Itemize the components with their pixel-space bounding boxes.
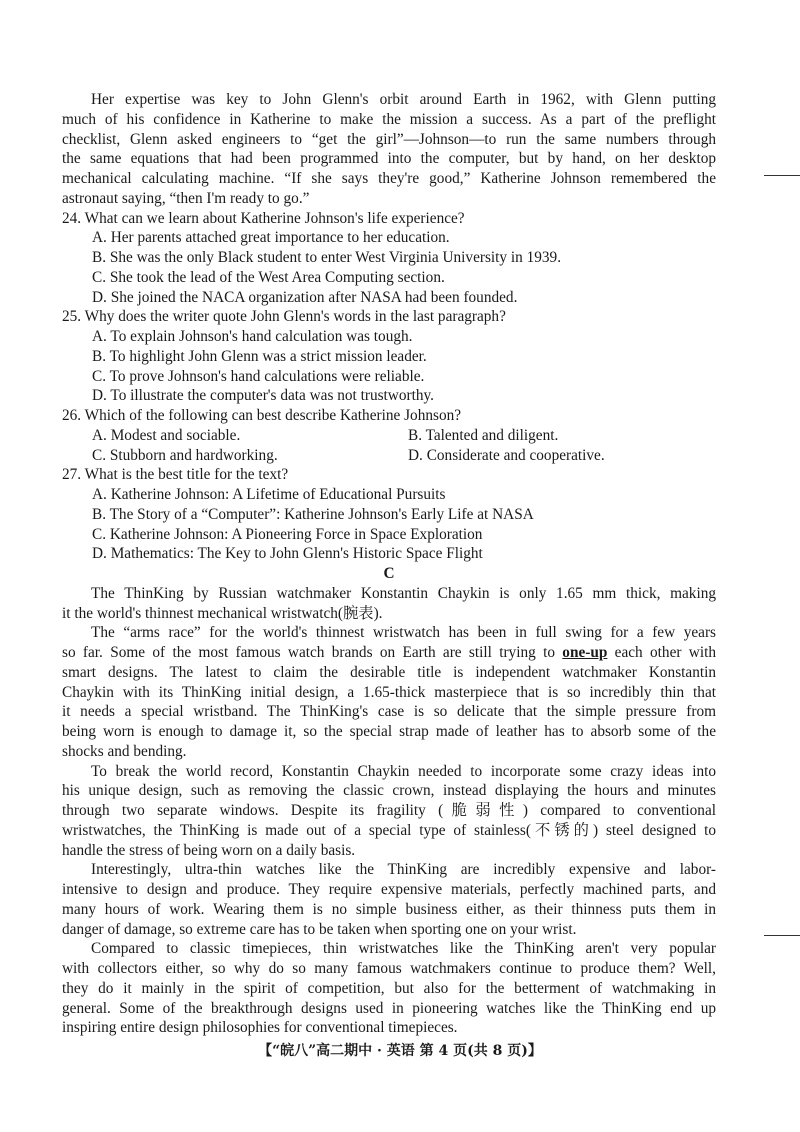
answer-option: C. To prove Johnson's hand calculations were reliable. (92, 367, 425, 385)
exam-page-content (62, 90, 716, 1038)
paragraph-line: much of his confidence in Katherine to make the mission a success. As a part of the preflight (62, 110, 716, 128)
paragraph-line: mechanical calculating machine. “If she says they're good,” Katherine Johnson remembered the (62, 170, 716, 187)
paragraph-line: handle the stress of being worn on a daily basis. (62, 841, 356, 859)
answer-option-row (62, 426, 716, 446)
paragraph-line: inspiring entire design philosophies for conventional timepieces. (62, 1019, 458, 1037)
question-stem: 26. Which of the following can best describe Katherine Johnson? (62, 407, 462, 424)
paragraph-line: The “arms race” for the world's thinnest wristwatch has been in full swing for a few years (91, 624, 716, 642)
answer-option: A. Modest and sociable. (92, 426, 241, 444)
paragraph-line: his unique design, such as removing the classic crown, instead displaying the hours and minutes (62, 782, 716, 800)
paragraph-line: intensive to design and produce. They require expensive materials, perfectly machined parts, and (62, 881, 716, 898)
paragraph-line: Compared to classic timepieces, thin wristwatches like the ThinKing aren't very popular (91, 940, 716, 958)
answer-option: C. Katherine Johnson: A Pioneering Force in Space Exploration (92, 525, 483, 543)
paragraph-line: they do it mainly in the spirit of competition, but also for the betterment of watchmaking in (62, 979, 716, 997)
section-heading: C (383, 565, 395, 582)
question-stem: 25. Why does the writer quote John Glenn's words in the last paragraph? (62, 308, 506, 326)
answer-option: C. Stubborn and hardworking. (92, 446, 278, 464)
paragraph-line: being worn is enough to damage it, so the special strap made of leather has to absorb some of the (62, 723, 716, 740)
paragraph-line: To break the world record, Konstantin Chaykin needed to incorporate some crazy ideas into (91, 762, 716, 780)
paragraph-line: The ThinKing by Russian watchmaker Konstantin Chaykin is only 1.65 mm thick, making (91, 584, 716, 602)
underlined-word: one-up (562, 644, 608, 661)
paragraph-line: through two separate windows. Despite its fragility (脆弱性) compared to conventional (62, 802, 716, 819)
answer-option: A. To explain Johnson's hand calculation was tough. (92, 328, 413, 345)
page-footer: 【“皖八”高二期中 · 英语 第 4 页(共 8 页)】 (258, 1043, 542, 1059)
answer-option: A. Katherine Johnson: A Lifetime of Educational Pursuits (92, 486, 446, 503)
paragraph-line: wristwatches, the ThinKing is made out of a special type of stainless(不锈的) steel designed to (62, 821, 716, 839)
answer-option: D. Considerate and cooperative. (408, 446, 605, 464)
paragraph-line: danger of damage, so extreme care has to be taken when sporting one on your wrist. (62, 920, 577, 938)
margin-mark-top (764, 175, 800, 176)
paragraph-line: it the world's thinnest mechanical wristwatch(腕表). (62, 604, 383, 622)
paragraph-line: general. Some of the breakthrough designs used in pioneering watches like the ThinKing end up (62, 999, 716, 1017)
paragraph-line: astronaut saying, “then I'm ready to go.” (62, 189, 310, 207)
paragraph-line: Interestingly, ultra-thin watches like the ThinKing are incredibly expensive and labor- (91, 861, 716, 879)
paragraph-line: smart designs. The latest to claim the desirable title is independent watchmaker Konstantin (62, 663, 716, 681)
answer-option: B. The Story of a “Computer”: Katherine Johnson's Early Life at NASA (92, 505, 534, 523)
answer-option: B. Talented and diligent. (408, 426, 559, 444)
text-segment: so far. Some of the most famous watch brands on Earth are still trying to (62, 644, 563, 661)
paragraph-line: checklist, Glenn asked engineers to “get the girl”—Johnson—to run the same numbers through (62, 130, 716, 148)
text-segment: each other with (607, 644, 716, 661)
answer-option-row (62, 446, 716, 466)
answer-option: C. She took the lead of the West Area Computing section. (92, 268, 445, 286)
paragraph-line: the same equations that had been programmed into the computer, but by hand, on her desktop (62, 150, 716, 168)
paragraph-line: with collectors either, so why do so many famous watchmakers continue to produce them? Well, (62, 960, 716, 977)
answer-option: A. Her parents attached great importance to her education. (92, 229, 450, 247)
paragraph-line: Her expertise was key to John Glenn's orbit around Earth in 1962, with Glenn putting (91, 91, 716, 108)
answer-option: D. She joined the NACA organization after NASA had been founded. (92, 288, 518, 306)
question-stem: 27. What is the best title for the text? (62, 466, 289, 484)
paragraph-line: shocks and bending. (62, 742, 187, 760)
answer-option: D. To illustrate the computer's data was not trustworthy. (92, 387, 434, 405)
question-stem: 24. What can we learn about Katherine Johnson's life experience? (62, 209, 465, 227)
paragraph-line (62, 643, 716, 663)
answer-option: D. Mathematics: The Key to John Glenn's Historic Space Flight (92, 545, 483, 563)
paragraph-line: it needs a special wristband. The ThinKing's case is so delicate that the simple pressure from (62, 703, 716, 721)
answer-option: B. To highlight John Glenn was a strict mission leader. (92, 347, 427, 365)
paragraph-line: many hours of work. Wearing them is no simple business either, as their thinness puts them in (62, 900, 716, 918)
paragraph-line: Chaykin with its ThinKing initial design, a 1.65-thick masterpiece that is so incredibly thin that (62, 683, 716, 701)
margin-mark-bottom (764, 935, 800, 936)
answer-option: B. She was the only Black student to enter West Virginia University in 1939. (92, 249, 562, 266)
